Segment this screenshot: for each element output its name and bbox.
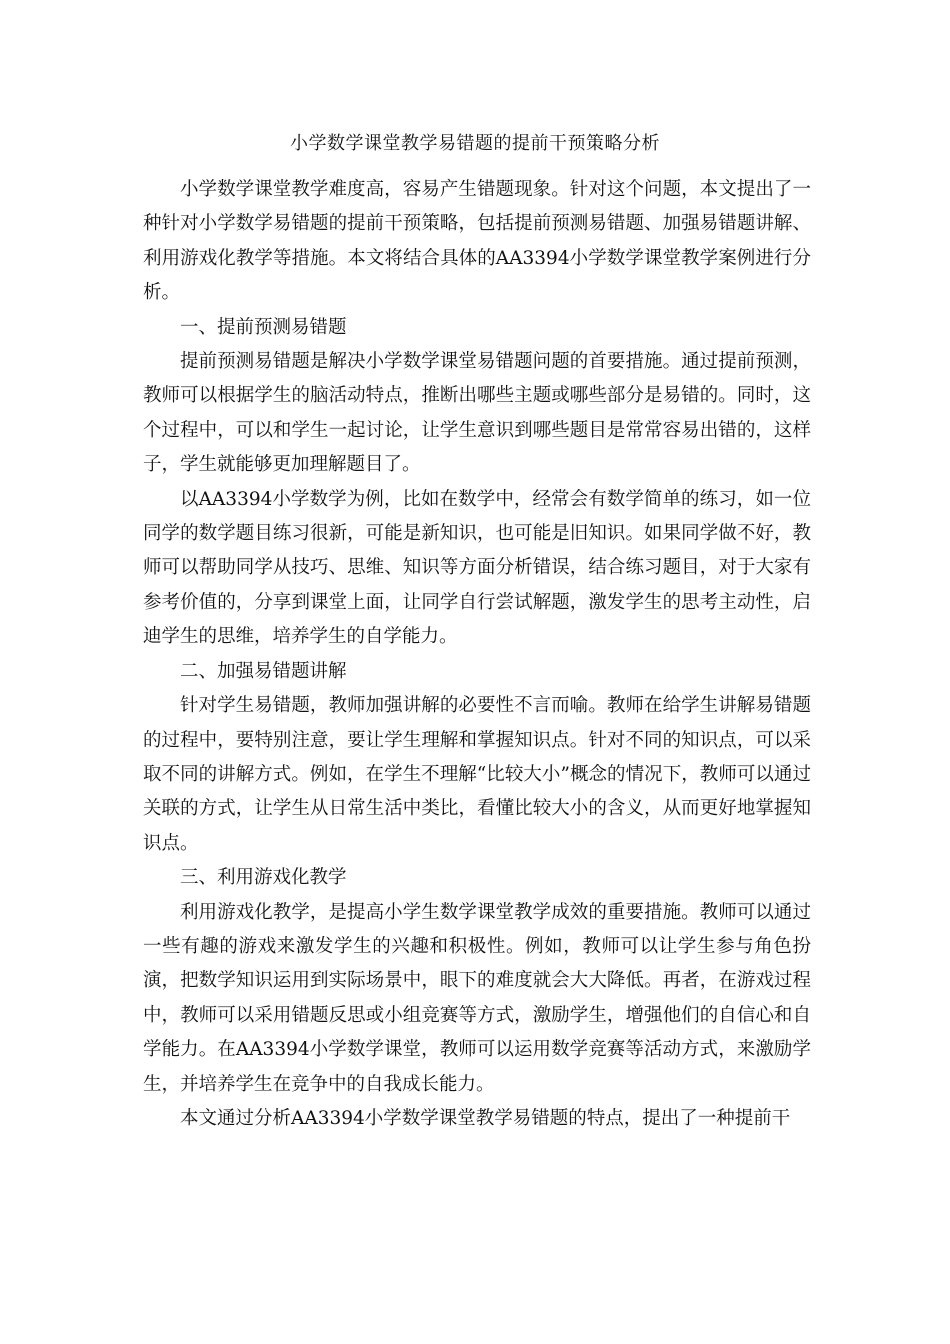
paragraph-intro: 小学数学课堂教学难度高，容易产生错题现象。针对这个问题，本文提出了一种针对小学数学易错题的提前干预策略，包括提前预测易错题、加强易错题讲解、利用游戏化教学等措施。本文将结合具体的AA3394小学数学课堂教学案例进行分析。: [143, 179, 811, 304]
paragraph-section-1-example: 以AA3394小学数学为例，比如在数学中，经常会有数学简单的练习，如一位同学的数学题目练习很新，可能是新知识，也可能是旧知识。如果同学做不好，教师可以帮助同学从技巧、思维、知识等方面分析错误，结合练习题目，对于大家有参考价值的，分享到课堂上面，让同学自行尝试解题，激发学生的思考主动性，启迪学生的思维，培养学生的自学能力。: [143, 488, 811, 648]
paragraph-section-2: 针对学生易错题，教师加强讲解的必要性不言而喻。教师在给学生讲解易错题的过程中，要特别注意，要让学生理解和掌握知识点。针对不同的知识点，可以采取不同的讲解方式。例如，在学生不理解“比较大小”概念的情况下，教师可以通过关联的方式，让学生从日常生活中类比，看懂比较大小的含义，从而更好地掌握知识点。: [143, 695, 811, 854]
section-heading-3: 三、利用游戏化教学: [180, 867, 347, 889]
document-body: [143, 173, 811, 1136]
paragraph-section-3: 利用游戏化教学，是提高小学生数学课堂教学成效的重要措施。教师可以通过一些有趣的游戏来激发学生的兴趣和积极性。例如，教师可以让学生参与角色扮演，把数学知识运用到实际场景中，眼下的难度就会大大降低。再者，在游戏过程中，教师可以采用错题反思或小组竞赛等方式，激励学生，增强他们的自信心和自学能力。在AA3394小学数学课堂，教师可以运用数学竞赛等活动方式，来激励学生，并培养学生在竞争中的自我成长能力。: [143, 901, 811, 1095]
paragraph-section-1: 提前预测易错题是解决小学数学课堂易错题问题的首要措施。通过提前预测，教师可以根据学生的脑活动特点，推断出哪些主题或哪些部分是易错的。同时，这个过程中，可以和学生一起讨论，让学生意识到哪些题目是常常容易出错的，这样子，学生就能够更加理解题目了。: [143, 351, 811, 476]
document-title: 小学数学课堂教学易错题的提前干预策略分析: [290, 133, 660, 154]
section-heading-2: 二、加强易错题讲解: [180, 660, 347, 682]
paragraph-conclusion: 本文通过分析AA3394小学数学课堂教学易错题的特点，提出了一种提前干: [180, 1107, 791, 1129]
section-heading-1: 一、提前预测易错题: [180, 316, 347, 338]
